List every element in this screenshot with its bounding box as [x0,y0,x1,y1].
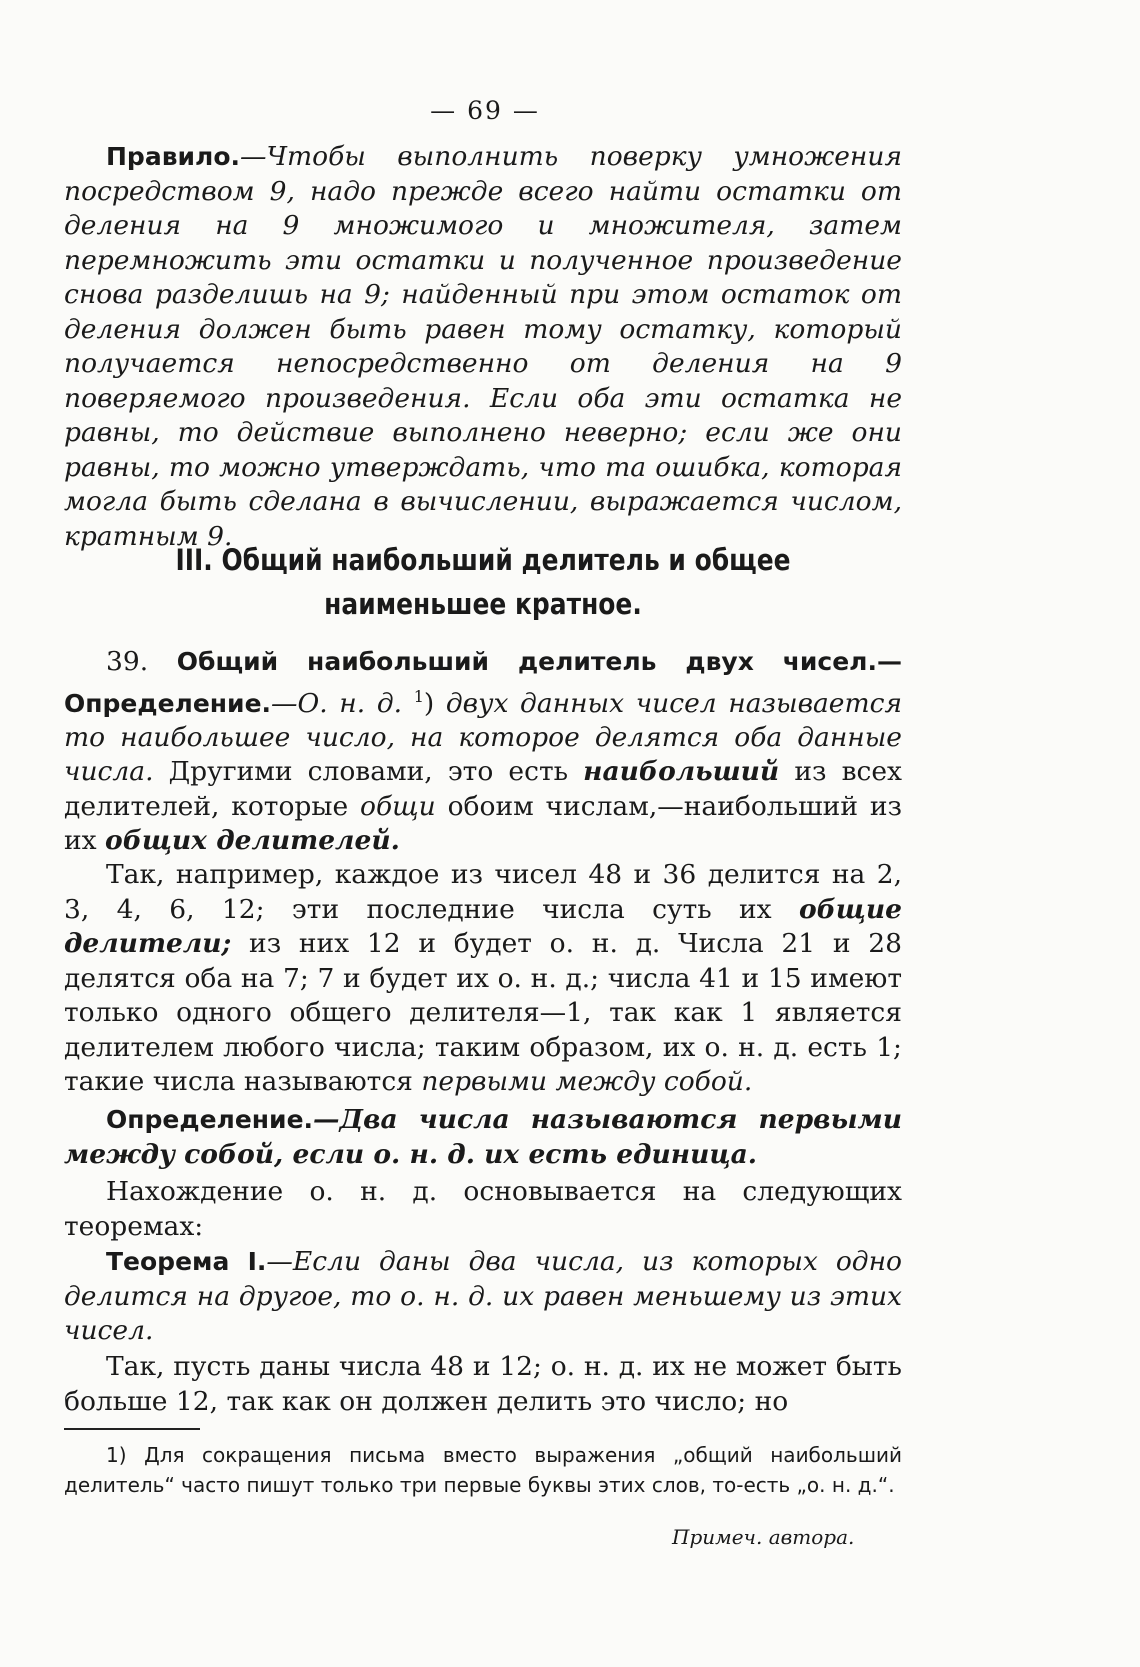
definition-label: Определение. [106,1105,314,1134]
italic-word-1: наибольший [583,756,780,788]
rule-paragraph [64,140,902,554]
definition-body: —Два числа называются первыми между собой, если о. н. д. их есть единица. [64,1104,902,1170]
rule-text: —Чтобы выполнить поверку умножения посредством 9, надо прежде всего найти остатки от деления на 9 множимого и множителя, затем перемножить эти остатки и полученное произведение снова разделишь на 9; найденный при этом остаток от деления должен быть равен тому остатку, который получается непосредственно от деления на 9 поверяемого произведения. Если оба эти остатка не равны, то действие выполнено неверно; если же они равны, то можно утверждать, что та ошибка, которая могла быть сделана в вычислении, выражается числом, кратным 9. [64,141,902,552]
theorem-paragraph [64,1245,902,1349]
theorem-label: Теорема I. [106,1247,267,1276]
italic-word-3: общих делителей. [105,825,400,857]
author-note: Примеч. автора. [672,1525,855,1549]
section-title: Общий наибольший делитель двух чисел.—Определение. [64,647,902,718]
example-italic-2: первыми между собой. [421,1066,753,1097]
footnote-text: Для сокращения письма вместо выражения „общий наибольший делитель“ часто пишут только три первые буквы этих слов, то-есть „о. н. д.“. [64,1443,902,1497]
text-3: обоим числам,—наибольший из их [64,790,902,857]
footnote-mark-bottom: 1) [106,1443,127,1467]
definition-text: двух данных чисел называется то наибольшее число, на которое делятся оба данные числа. [64,687,902,788]
text-1: Другими словами, это есть [168,756,569,788]
page-number: — 69 — [430,96,540,125]
footnote [64,1440,902,1500]
finding-paragraph: Нахождение о. н. д. основывается на следующих теоремах: [64,1176,902,1242]
example-paragraph [64,858,902,1100]
definition-paragraph [64,1103,902,1172]
section-heading: III. Общий наибольший делитель и общее наименьшее кратное. [175,543,791,621]
example-italic-1: общие делители; [64,893,902,959]
theorem-text: —Если даны два числа, из которых одно делится на другое, то о. н. д. их равен меньшему из этих чисел. [64,1246,903,1346]
definition-abbrev: —О. н. д. [271,687,403,719]
last-paragraph: Так, пусть даны числа 48 и 12; о. н. д. их не может быть больше 12, так как он должен делить это число; но [64,1351,902,1417]
rule-label: Правило. [106,142,241,171]
footnote-mark: 1 [413,686,424,706]
section-39-paragraph: 39. Общий наибольший делитель двух чисел.—Определение.—О. н. д. $^1$) двух данных чисел называется то наибольшее число, на которое делятся оба данные числа. Другими словами, это есть наибольший из всех делителей, которые общи обоим числам,—наибольший из их общих делителей. [64,646,902,857]
text-2: из всех делителей, которые [64,756,902,822]
italic-word-2: общи [360,790,436,822]
footnote-divider [64,1428,200,1430]
section-number: 39. [106,646,149,677]
example-text-2: из них 12 и будет о. н. д. Числа 21 и 28 делятся оба на 7; 7 и будет их о. н. д.; числа 41 и 15 имеют только одного общего делителя—1, так как 1 является делителем любого числа; таким образом, их о. н. д. есть 1; такие числа называются [64,928,902,1097]
example-text-1: Так, например, каждое из чисел 48 и 36 делится на 2, 3, 4, 6, 12; эти последние числа суть их [64,859,902,925]
